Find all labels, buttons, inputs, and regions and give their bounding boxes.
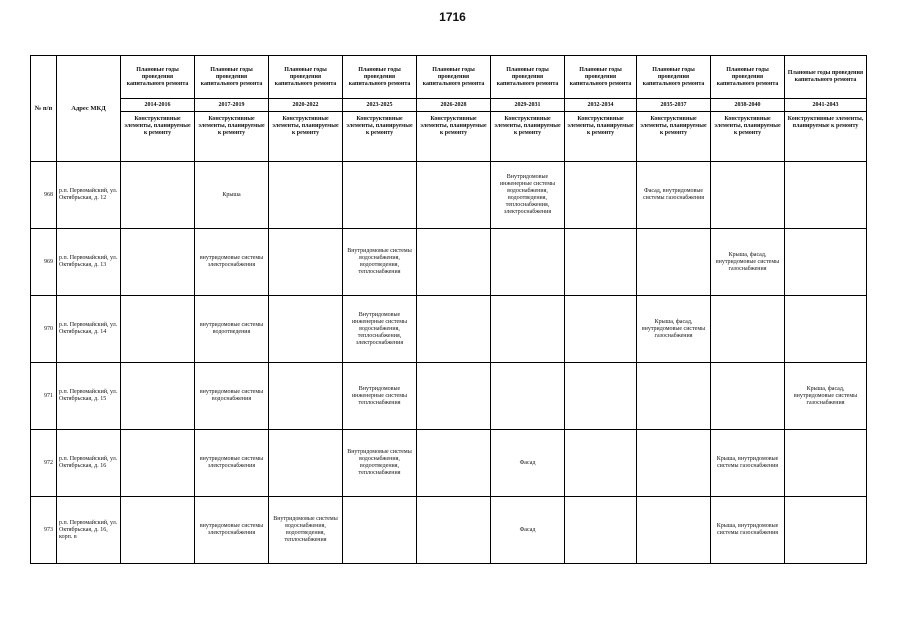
repair-cell: Внутридомовые инженерные системы водоснабжения, теплоснабжения, электроснабжения	[343, 296, 417, 363]
row-address: р.п. Первомайский, ул. Октябрьская, д. 16, корп. в	[57, 497, 121, 564]
period-title: Плановые годы проведения капитального ремонта	[565, 56, 637, 99]
repair-cell: внутридомовые системы электроснабжения	[195, 497, 269, 564]
table-row	[31, 296, 867, 363]
period-subheader: Конструктивные элементы, планируемые к ремонту	[195, 112, 269, 162]
period-years: 2017-2019	[195, 99, 269, 112]
repair-cell	[565, 430, 637, 497]
period-subheader: Конструктивные элементы, планируемые к ремонту	[637, 112, 711, 162]
repair-cell	[565, 497, 637, 564]
period-title: Плановые годы проведения капитального ремонта	[491, 56, 565, 99]
period-subheader: Конструктивные элементы, планируемые к ремонту	[343, 112, 417, 162]
repair-cell: Крыша, фасад, внутридомовые системы газоснабжения	[637, 296, 711, 363]
repair-cell: Внутридомовые инженерные системы водоснабжения, водоотведения, теплоснабжения, электроснабжения	[491, 162, 565, 229]
repair-cell	[417, 296, 491, 363]
column-header-number: № п/п	[31, 56, 57, 162]
period-years: 2020-2022	[269, 99, 343, 112]
repair-cell	[269, 229, 343, 296]
repair-cell	[637, 229, 711, 296]
repair-cell: Внутридомовые системы водоснабжения, водоотведения, теплоснабжения	[343, 229, 417, 296]
repair-cell: Крыша, внутридомовые системы газоснабжения	[711, 497, 785, 564]
repair-cell	[565, 162, 637, 229]
repair-cell	[343, 162, 417, 229]
repair-cell	[269, 430, 343, 497]
repair-cell	[343, 497, 417, 564]
row-address: р.п. Первомайский, ул. Октябрьская, д. 14	[57, 296, 121, 363]
repair-cell	[711, 363, 785, 430]
table-row	[31, 497, 867, 564]
repair-cell	[785, 430, 867, 497]
repair-cell	[269, 363, 343, 430]
repair-cell	[269, 296, 343, 363]
repair-cell	[121, 430, 195, 497]
page-number: 1716	[439, 10, 466, 24]
period-title: Плановые годы проведения капитального ремонта	[637, 56, 711, 99]
period-title: Плановые годы проведения капитального ремонта	[195, 56, 269, 99]
repair-cell	[491, 363, 565, 430]
row-number: 973	[31, 497, 57, 564]
repair-cell	[565, 229, 637, 296]
row-address: р.п. Первомайский, ул. Октябрьская, д. 12	[57, 162, 121, 229]
period-title: Плановые годы проведения капитального ремонта	[711, 56, 785, 99]
repair-cell	[491, 229, 565, 296]
repair-cell	[417, 162, 491, 229]
repair-cell	[121, 162, 195, 229]
period-subheader: Конструктивные элементы, планируемые к ремонту	[565, 112, 637, 162]
table-row	[31, 363, 867, 430]
repair-cell: внутридомовые системы электроснабжения	[195, 430, 269, 497]
period-years: 2029-2031	[491, 99, 565, 112]
period-title: Плановые годы проведения капитального ремонта	[417, 56, 491, 99]
repair-cell: внутридомовые системы водоснабжения	[195, 363, 269, 430]
period-years: 2035-2037	[637, 99, 711, 112]
repair-cell: Внутридомовые системы водоснабжения, водоотведения, теплоснабжения	[343, 430, 417, 497]
repair-cell	[785, 296, 867, 363]
repair-cell: Внутридомовые системы водоснабжения, водоотведения, теплоснабжения	[269, 497, 343, 564]
table-row	[31, 162, 867, 229]
row-address: р.п. Первомайский, ул. Октябрьская, д. 15	[57, 363, 121, 430]
repair-cell: Фасад	[491, 430, 565, 497]
table-row	[31, 229, 867, 296]
period-years: 2014-2016	[121, 99, 195, 112]
repair-cell: внутридомовые системы электроснабжения	[195, 229, 269, 296]
table-row	[31, 430, 867, 497]
repair-cell: Крыша, фасад, внутридомовые системы газоснабжения	[711, 229, 785, 296]
row-address: р.п. Первомайский, ул. Октябрьская, д. 13	[57, 229, 121, 296]
period-title: Плановые годы проведения капитального ремонта	[785, 56, 867, 99]
repair-cell	[121, 497, 195, 564]
repair-cell	[121, 296, 195, 363]
period-title: Плановые годы проведения капитального ремонта	[343, 56, 417, 99]
repair-cell: Фасад, внутридомовые системы газоснабжения	[637, 162, 711, 229]
period-title: Плановые годы проведения капитального ремонта	[269, 56, 343, 99]
period-subheader: Конструктивные элементы, планируемые к ремонту	[121, 112, 195, 162]
repair-cell	[711, 162, 785, 229]
repair-cell	[785, 162, 867, 229]
repair-cell	[565, 296, 637, 363]
period-title: Плановые годы проведения капитального ремонта	[121, 56, 195, 99]
row-number: 970	[31, 296, 57, 363]
repair-cell	[417, 229, 491, 296]
period-years: 2023-2025	[343, 99, 417, 112]
repair-cell	[121, 229, 195, 296]
period-years: 2032-2034	[565, 99, 637, 112]
repair-cell: Фасад	[491, 497, 565, 564]
period-years: 2041-2043	[785, 99, 867, 112]
repair-cell	[417, 430, 491, 497]
repair-cell	[637, 363, 711, 430]
capital-repair-table	[30, 55, 867, 564]
period-subheader: Конструктивные элементы, планируемые к ремонту	[417, 112, 491, 162]
row-number: 969	[31, 229, 57, 296]
repair-cell: Крыша, внутридомовые системы газоснабжения	[711, 430, 785, 497]
table-header	[31, 56, 867, 162]
repair-cell	[565, 363, 637, 430]
repair-cell: Крыша	[195, 162, 269, 229]
row-number: 968	[31, 162, 57, 229]
repair-cell	[637, 497, 711, 564]
repair-cell	[417, 497, 491, 564]
repair-cell: Внутридомовые инженерные системы теплоснабжения	[343, 363, 417, 430]
repair-cell	[711, 296, 785, 363]
repair-cell: Крыша, фасад, внутридомовые системы газоснабжения	[785, 363, 867, 430]
repair-cell	[491, 296, 565, 363]
period-subheader: Конструктивные элементы, планируемые к ремонту	[491, 112, 565, 162]
period-subheader: Конструктивные элементы, планируемые к ремонту	[711, 112, 785, 162]
repair-cell	[785, 497, 867, 564]
period-subheader: Конструктивные элементы, планируемые к ремонту	[269, 112, 343, 162]
repair-cell	[417, 363, 491, 430]
repair-cell	[269, 162, 343, 229]
period-years: 2038-2040	[711, 99, 785, 112]
row-number: 971	[31, 363, 57, 430]
repair-cell	[637, 430, 711, 497]
row-address: р.п. Первомайский, ул. Октябрьская, д. 16	[57, 430, 121, 497]
period-years: 2026-2028	[417, 99, 491, 112]
period-subheader: Конструктивные элементы, планируемые к ремонту	[785, 112, 867, 162]
repair-cell: внутридомовые системы водоотведения	[195, 296, 269, 363]
repair-cell	[121, 363, 195, 430]
row-number: 972	[31, 430, 57, 497]
column-header-address: Адрес МКД	[57, 56, 121, 162]
repair-cell	[785, 229, 867, 296]
